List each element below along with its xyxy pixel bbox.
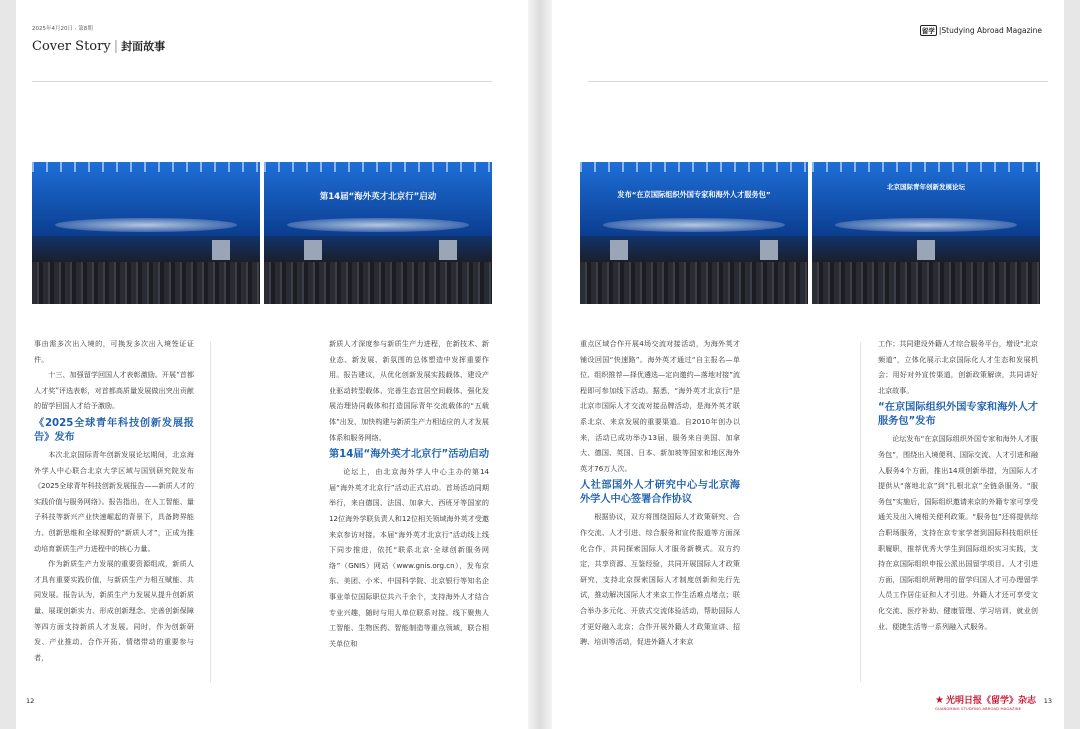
photo-forum-speaker (32, 162, 260, 304)
paragraph: 重点区域合作开展4场交流对接活动，为海外英才铺设回国“快速路”。海外英才通过“自主报名—单位、组织推荐—择优遴选—定向邀约—落地对接”流程即可参加线下活动。据悉，“海外英才北京行”是北京市国际人才交流对接品牌活动，是海外英才联系北京、来京发展的重要渠道。自2010年创办以来，活动已成功举办13届，服务来自美国、加拿大、德国、英国、日本、新加坡等国家和地区海外英才76万人次。 (580, 339, 740, 473)
photo-launch-ceremony (264, 162, 492, 304)
paragraph: 根据协议，双方将围绕国际人才政策研究、合作交流、人才引进、综合服务和宣传报道等方面深化合作，共同探索国际人才服务新模式。双方约定，共享资源、互鉴经验，共同开展国际人才政策研究，支持北京探索国际人才制度创新和先行先试，推动解决国际人才来京工作生活难点堵点；联合举办多元化、开放式交流体验活动，帮助国际人才更好融入北京；合作开展外籍人才政策宣讲、招聘、培训等活动，促进外籍人才来京 (580, 512, 740, 647)
column-divider (860, 342, 861, 682)
issue-date: 2025年4月20日 · 第8期 (32, 26, 93, 32)
photo-caption: 第14届“海外英才北京行”启动 (319, 192, 437, 202)
paragraph: 十三、加强留学回国人才表彰激励。开展“首都人才奖”评选表彰，对首都高质量发展做出突出贡献的留学回国人才给予激励。 (34, 370, 194, 411)
text-column-2 (329, 336, 489, 651)
photo-forum-hall (812, 162, 1040, 304)
column-divider (210, 342, 211, 682)
page-number-right: 13 (1043, 697, 1052, 705)
paragraph: 本次北京国际青年创新发展论坛期间，北京海外学人中心联合北京大学区域与国别研究院发布《2025全球青年科技创新发展报告——新质人才的实践价值与服务网络》。报告指出，在人工智能、量子科技等新兴产业快速崛起的背景下，具备跨界能力、创新思维和全球视野的“新质人才”，正成为推动培育新质生产力进程中的核心力量。 (34, 449, 194, 553)
subheading: 人社部国外人才研究中心与北京海外学人中心签署合作协议 (580, 480, 740, 506)
paragraph: 作为新质生产力发展的重要资源组成，新质人才具有重要实践价值，与新质生产力相互赋能、共同发展。报告认为，新质生产力发展从提升创新质量、展现创新实力、形成创新理念、完善创新保障等四方面支持新质人才发展。同时，作为创新研发、产业推动、合作开拓、情绪带动的重要参与者， (34, 559, 194, 662)
logo-subtext: GUANGMING STUDYING ABROAD MAGAZINE (935, 707, 1022, 711)
header-rule (32, 81, 492, 82)
paragraph: 工作；共同建设外籍人才综合服务平台，增设“北京频道”，立体化展示北京国际化人才生态和发展机会；用好对外宣传渠道，创新政策解读，共同讲好北京故事。 (878, 339, 1038, 395)
logo-star-icon: ★ (935, 695, 944, 706)
logo-text: 光明日报《留学》杂志 (945, 696, 1036, 706)
header-rule (588, 81, 1048, 82)
subheading: “在京国际组织外国专家和海外人才服务包”发布 (878, 402, 1038, 428)
paragraph: 论坛发布“在京国际组织外国专家和海外人才服务包”，围绕出入境便利、国际交流、人才引进和融入服务4个方面，推出14项创新举措，为国际人才提供从“落地北京”到“扎根北京”全链条服务。“服务包”实施后，国际组织邀请来京的外籍专家可享受通关及出入境相关便利政策。“服务包”还将提供综合职场服务，支持在京专家学者到国际科技组织任职履职，推荐优秀大学生到国际组织实习实践，支持在京国际组织申报公派出国留学项目。人才引进方面，国际组织所聘用的留学归国人才可办理留学人员工作居住证和人才引进。外籍人才还可享受文化交流、医疗补助、健康管理、学习培训、就业创业、便捷生活等一系列融入式服务。 (878, 434, 1038, 631)
publisher-logo (935, 688, 1036, 711)
paragraph: 事由需多次出入境的，可换发多次出入境签证证件。 (34, 339, 194, 364)
subheading: 《2025全球青年科技创新发展报告》发布 (34, 417, 194, 443)
right-page (552, 0, 1064, 729)
text-column-4 (878, 336, 1038, 634)
photo-caption: 北京国际青年创新发展论坛 (887, 183, 965, 191)
section-title-cn: 封面故事 (121, 40, 166, 53)
photo-service-package (580, 162, 808, 304)
magazine-badge: 留学 (921, 27, 935, 35)
photo-caption: 发布“在京国际组织外国专家和海外人才服务包” (617, 190, 771, 199)
subheading: 第14届“海外英才北京行”活动启动 (329, 449, 490, 461)
text-column-1 (34, 336, 194, 665)
page-number-left: 12 (26, 697, 35, 705)
text-column-3 (580, 336, 740, 650)
paragraph: 新质人才深度参与新质生产力进程，在新技术、新业态、新发展、新氛围的总体塑造中发挥重要作用。报告建议，从优化创新发展实践载体、建设产业驱动转型载体、完善生态宜居空间载体、强化发展治理协同载体和打造国际青年交流载体的“五载体”出发，加快构建与新质生产力相适应的人才发展体系和服务网络。 (329, 339, 489, 442)
section-header: Cover Story | 封面故事 (32, 39, 166, 54)
paragraph: 论坛上，由北京海外学人中心主办的第14届“海外英才北京行”活动正式启动。首场活动同期举行，来自德国、法国、加拿大、西班牙等国家的12位海外学联负责人和12位相关领域海外英才受邀来京参访对接。本届“海外英才北京行”活动线上线下同步推进，依托“联系北京·全球创新服务网络”（GNIS）网站（www.gnis.org.cn），发布京东、美团、小米、中国科学院、北京银行等知名企事业单位国际职位共六千余个，支持海外人才结合专业兴趣，随时与用人单位联系对接。线下聚焦人工智能、生物医药、智能制造等重点领域，联合相关单位和 (329, 467, 489, 648)
section-title-en: Cover Story (32, 39, 111, 54)
left-page (16, 0, 528, 729)
magazine-name: |Studying Abroad Magazine (938, 26, 1042, 35)
magazine-masthead (920, 25, 1042, 36)
page-gutter (528, 0, 552, 729)
